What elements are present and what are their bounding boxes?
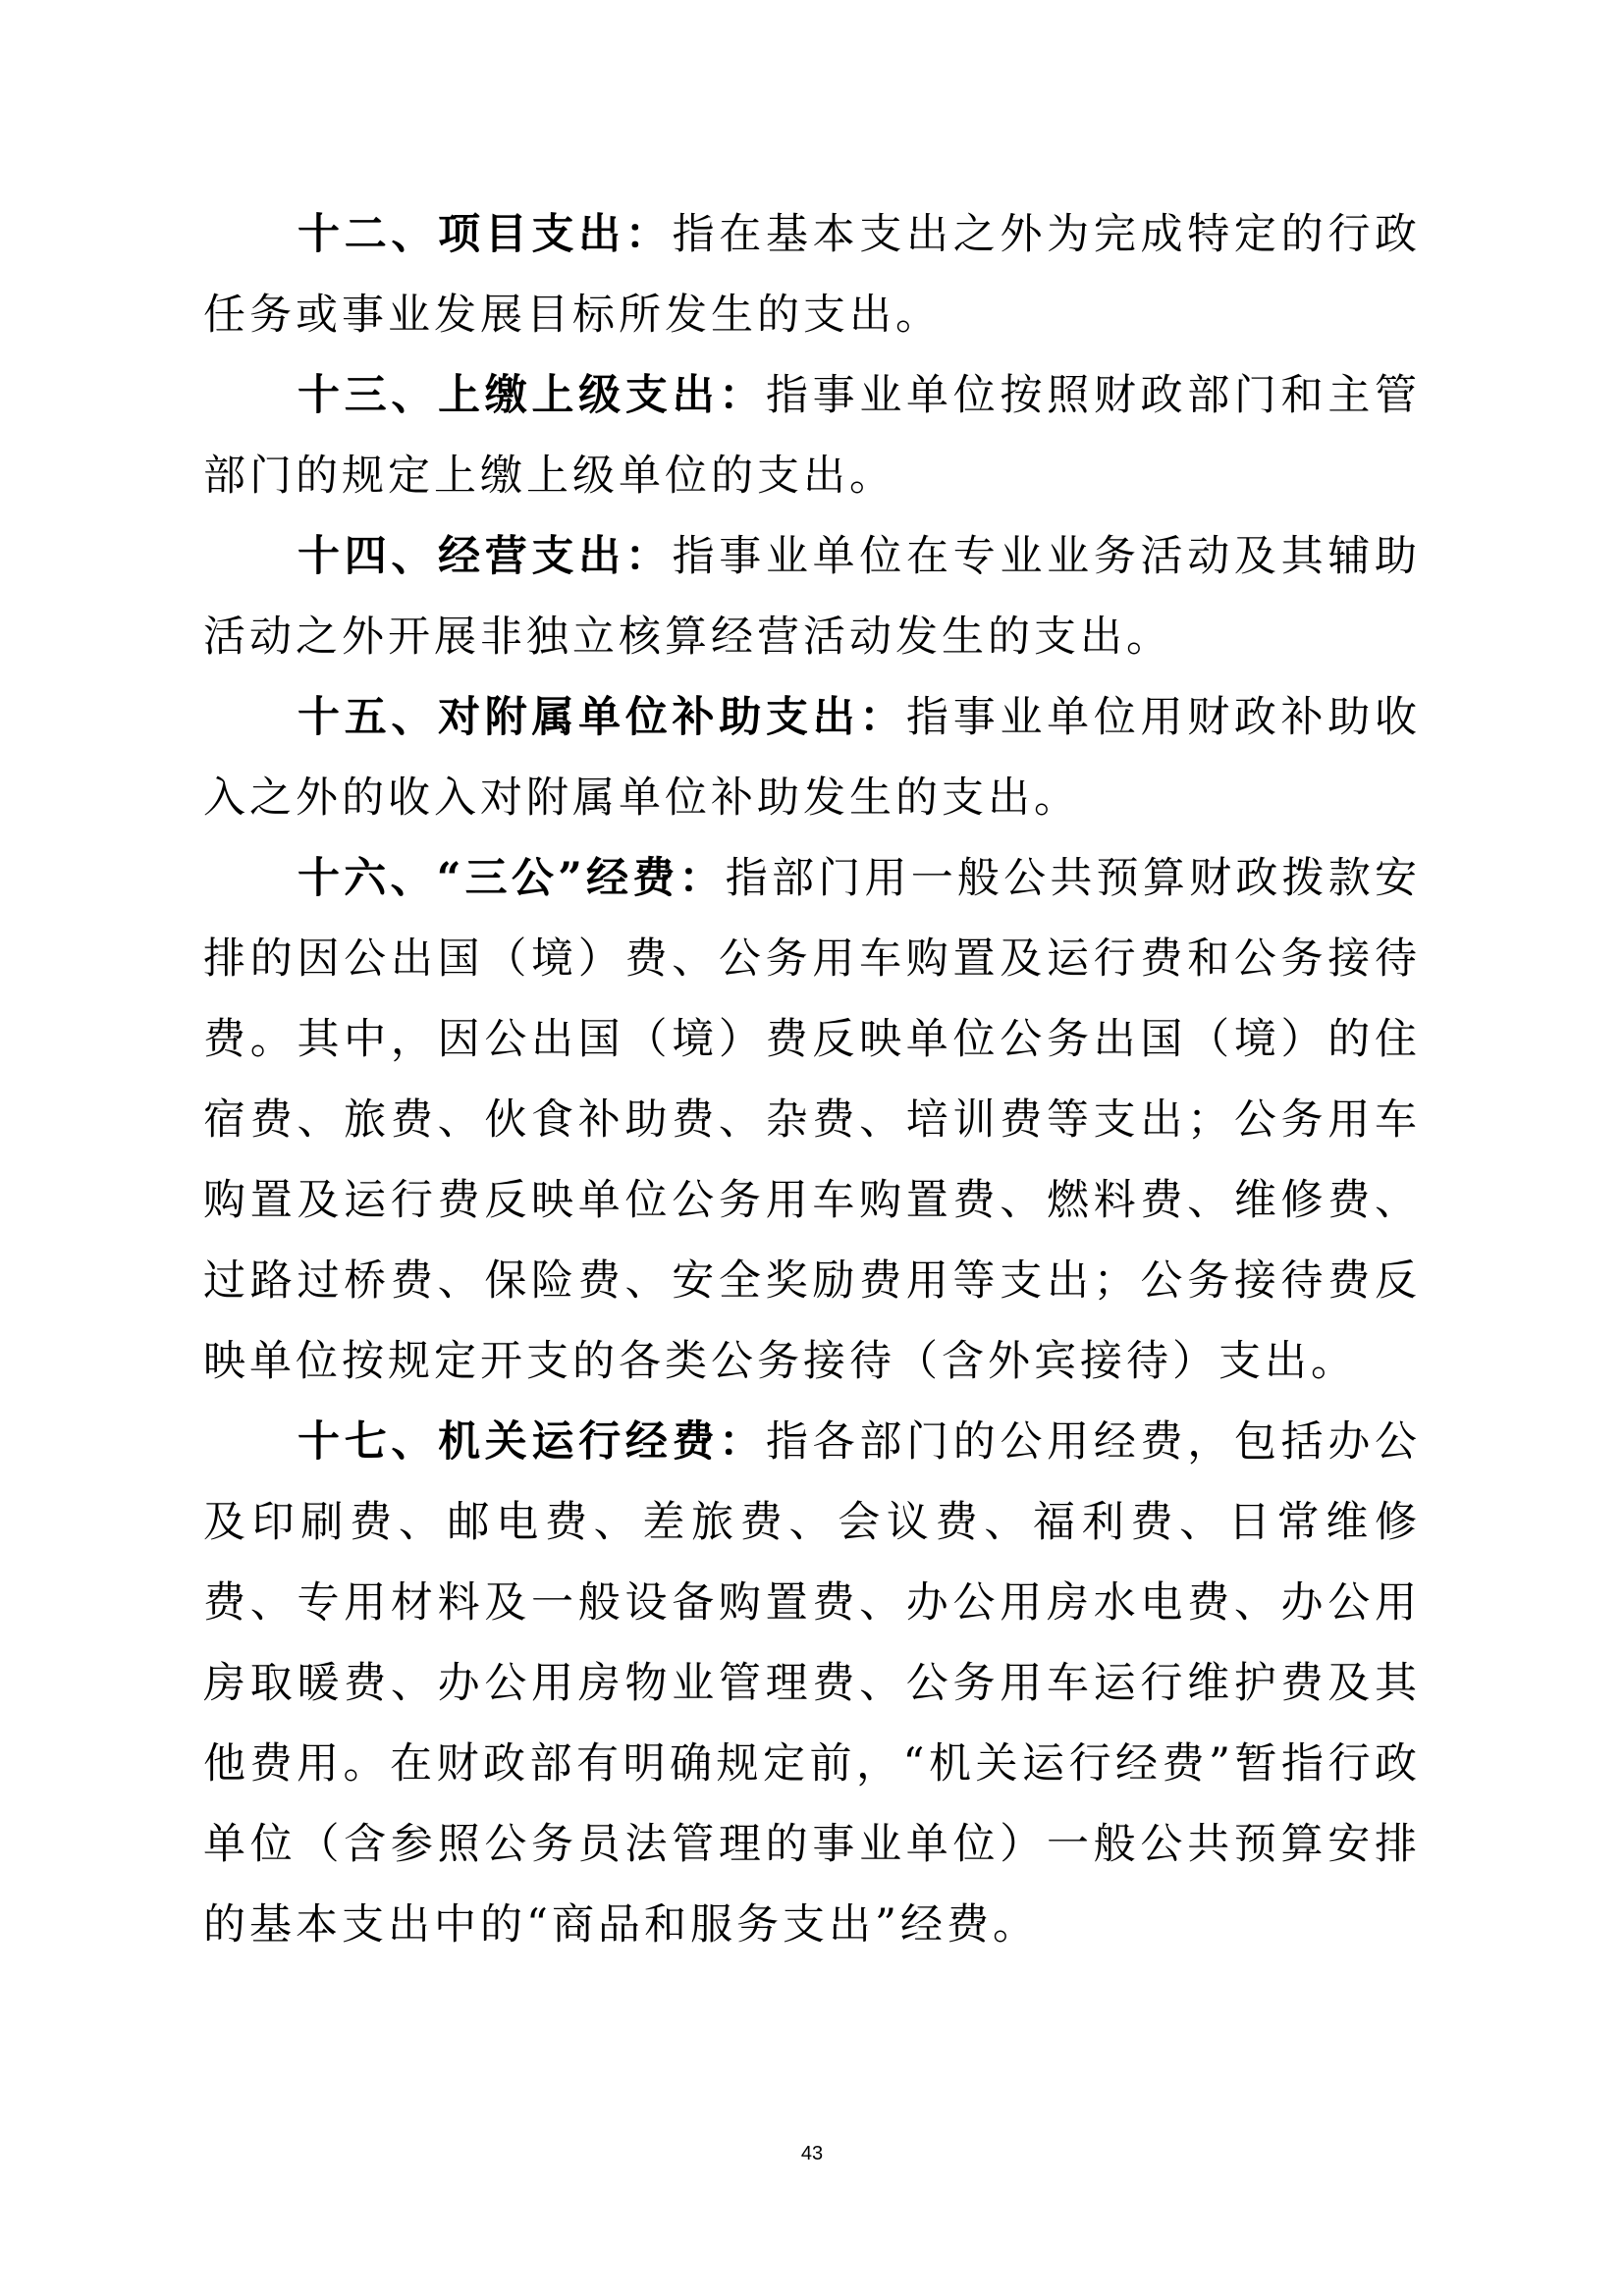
term-definition: 指事业单位用财政补助收入之外的收入对附属单位补助发生的支出。 (203, 693, 1422, 823)
document-body (203, 194, 1421, 1965)
term-definition: 指各部门的公用经费，包括办公及印刷费、邮电费、差旅费、会议费、福利费、日常维修费、专用材料及一般设备购置费、办公用房水电费、办公用房取暖费、办公用房物业管理费、公务用车运行维护费及其他费用。在财政部有明确规定前，“机关运行经费”暂指行政单位（含参照公务员法管理的事业单位）一般公共预算安排的基本支出中的“商品和服务支出”经费。 (203, 1417, 1422, 1949)
definition-paragraph-16 (203, 838, 1421, 1402)
term-definition: 指事业单位在专业业务活动及其辅助活动之外开展非独立核算经营活动发生的支出。 (203, 532, 1422, 662)
page-number: 43 (800, 2143, 824, 2164)
definition-paragraph-14 (203, 516, 1421, 677)
term-definition: 指部门用一般公共预算财政拨款安排的因公出国（境）费、公务用车购置及运行费和公务接待费。其中，因公出国（境）费反映单位公务出国（境）的住宿费、旅费、伙食补助费、杂费、培训费等支出；公务用车购置及运行费反映单位公务用车购置费、燃料费、维修费、过路过桥费、保险费、安全奖励费用等支出；公务接待费反映单位按规定开支的各类公务接待（含外宾接待）支出。 (203, 854, 1422, 1386)
definition-paragraph-17 (203, 1402, 1421, 1965)
term-heading: 十四、经营支出： (298, 532, 673, 581)
term-heading: 十五、对附属单位补助支出： (298, 693, 907, 742)
term-definition: 指在基本支出之外为完成特定的行政任务或事业发展目标所发生的支出。 (203, 210, 1422, 340)
term-heading: 十二、项目支出： (298, 210, 673, 259)
term-heading: 十六、“三公”经费： (298, 854, 726, 903)
term-heading: 十三、上缴上级支出： (298, 371, 766, 420)
definition-paragraph-13 (203, 355, 1421, 516)
term-heading: 十七、机关运行经费： (298, 1417, 766, 1467)
definition-paragraph-15 (203, 677, 1421, 838)
term-definition: 指事业单位按照财政部门和主管部门的规定上缴上级单位的支出。 (203, 371, 1422, 501)
definition-paragraph-12 (203, 194, 1421, 355)
